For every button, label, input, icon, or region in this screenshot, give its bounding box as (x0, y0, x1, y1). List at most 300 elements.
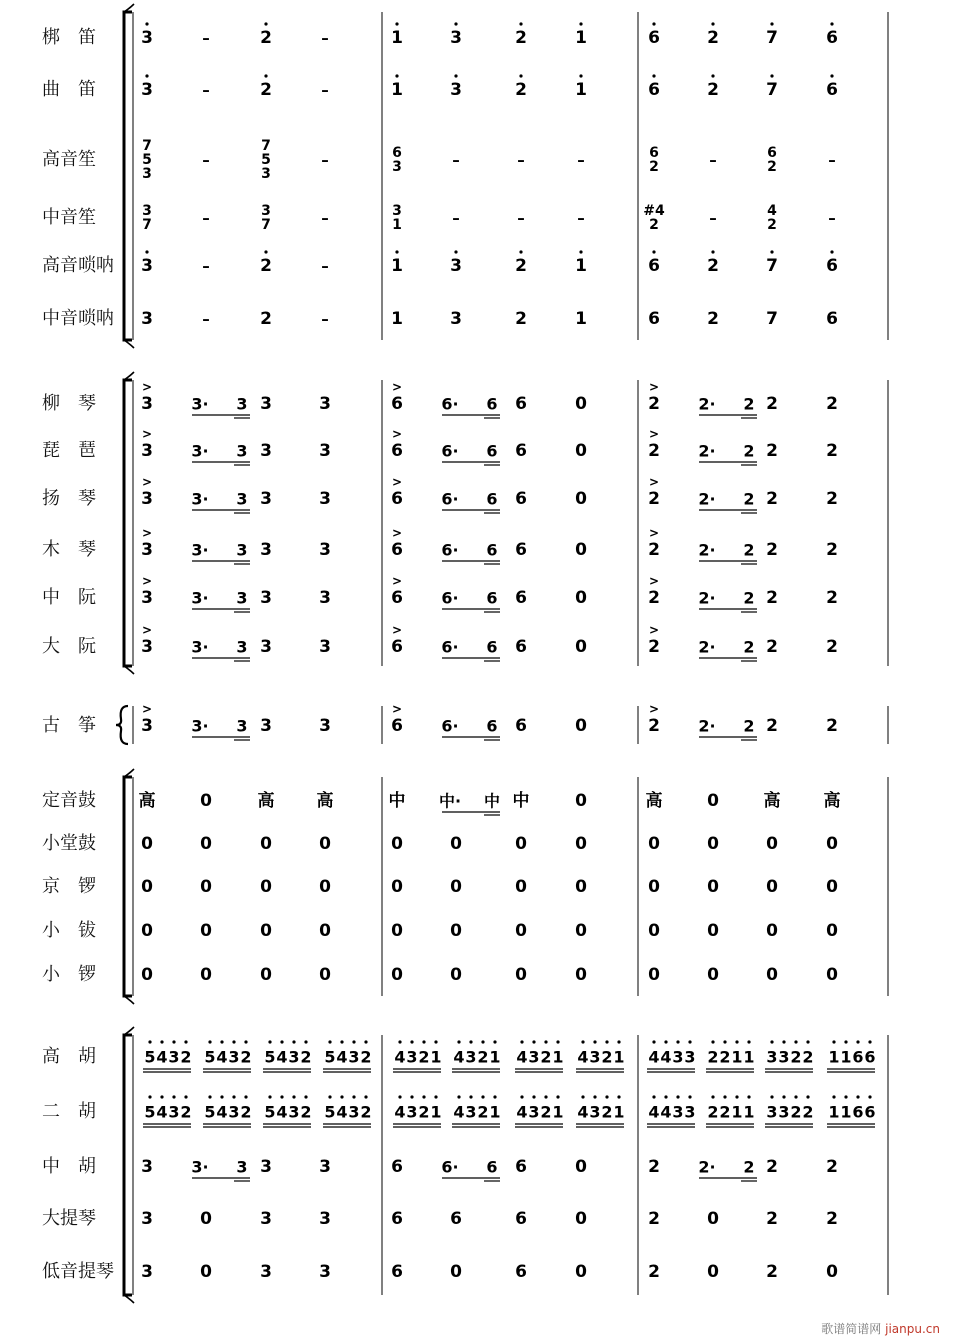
note: 1 (575, 256, 587, 276)
accent-mark: > (391, 475, 403, 489)
octave-dot (410, 1095, 413, 1098)
note: 3 (141, 28, 153, 48)
note: 3 (319, 1157, 331, 1177)
octave-dot (676, 1095, 679, 1098)
octave-dot (172, 1095, 175, 1098)
note: 0 (826, 1262, 838, 1282)
octave-dot (232, 1095, 235, 1098)
octave-dot (264, 74, 267, 77)
chord-note: 4 (767, 203, 777, 219)
note: 中 (388, 791, 406, 811)
note: 2 (515, 80, 527, 100)
sixteenth-note: 4 (156, 1047, 168, 1067)
note: 0 (260, 965, 272, 985)
note: 0 (575, 489, 587, 509)
octave-dot (770, 1040, 773, 1043)
note: 0 (707, 834, 719, 854)
note: 3 (260, 637, 272, 657)
accent-mark: > (648, 702, 660, 716)
note: 1 (575, 28, 587, 48)
note: 2 (648, 588, 660, 608)
sixteenth-note: 3 (288, 1102, 300, 1122)
dotted-note: 3· (191, 489, 209, 509)
sixteenth-note: 3 (236, 540, 248, 560)
sixteenth-note: 4 (660, 1047, 672, 1067)
note: 0 (575, 965, 587, 985)
note: 7 (766, 80, 778, 100)
sustain-dash: – (202, 310, 210, 328)
sixteenth-note: 3 (406, 1047, 418, 1067)
instrument-name-label: 定音鼓 (42, 790, 96, 811)
sustain-dash: – (321, 209, 329, 227)
octave-dot (581, 1095, 584, 1098)
sixteenth-note: 3 (348, 1047, 360, 1067)
sustain-dash: – (709, 209, 717, 227)
sixteenth-note: 3 (236, 489, 248, 509)
staff-row (141, 475, 838, 513)
octave-dot (208, 1040, 211, 1043)
accent-mark: > (391, 427, 403, 441)
accent-mark: > (141, 475, 153, 489)
sixteenth-note: 1 (430, 1047, 442, 1067)
dotted-note: 6· (441, 394, 459, 414)
note: 6 (515, 489, 527, 509)
note: 2 (260, 309, 272, 329)
note: 6 (648, 80, 660, 100)
octave-dot (735, 1040, 738, 1043)
staff-row (141, 427, 838, 465)
staff-row (143, 1040, 876, 1072)
accent-mark: > (391, 623, 403, 637)
octave-dot (832, 1095, 835, 1098)
note: 6 (391, 637, 403, 657)
instrument-name-label: 古 筝 (42, 715, 96, 736)
octave-dot (579, 250, 582, 253)
note: 0 (575, 1262, 587, 1282)
note: 6 (515, 394, 527, 414)
staff-row (141, 921, 838, 941)
octave-dot (652, 1040, 655, 1043)
octave-dot (268, 1040, 271, 1043)
accent-mark: > (391, 702, 403, 716)
chord-note: 6 (649, 145, 659, 161)
staff-row (142, 203, 836, 233)
chord-note: 3 (142, 203, 152, 219)
note: 0 (391, 921, 403, 941)
dotted-note: 2· (698, 716, 716, 736)
octave-dot (747, 1095, 750, 1098)
octave-dot (340, 1040, 343, 1043)
dotted-note: 2· (698, 1157, 716, 1177)
sixteenth-note: 3 (589, 1047, 601, 1067)
system-bracket (124, 12, 132, 340)
octave-dot (806, 1040, 809, 1043)
sustain-dash: – (517, 151, 525, 169)
sustain-dash: – (321, 310, 329, 328)
note: 3 (260, 394, 272, 414)
note: 6 (648, 28, 660, 48)
sixteenth-note: 3 (168, 1102, 180, 1122)
octave-dot (244, 1040, 247, 1043)
sixteenth-note: 5 (324, 1047, 336, 1067)
accent-mark: > (141, 427, 153, 441)
sixteenth-note: 3 (778, 1102, 790, 1122)
octave-dot (340, 1095, 343, 1098)
note: 0 (575, 637, 587, 657)
sixteenth-note: 2 (477, 1047, 489, 1067)
sixteenth-note: 2 (300, 1047, 312, 1067)
sixteenth-note: 6 (486, 637, 498, 657)
sixteenth-note: 2 (540, 1102, 552, 1122)
note: 6 (515, 588, 527, 608)
sixteenth-note: 1 (430, 1102, 442, 1122)
note: 1 (391, 28, 403, 48)
system-bracket (124, 380, 132, 666)
staff-row (141, 834, 838, 854)
staff-row (141, 574, 838, 612)
sixteenth-note: 2 (180, 1047, 192, 1067)
note: 0 (515, 834, 527, 854)
octave-dot (868, 1040, 871, 1043)
sixteenth-note: 1 (743, 1047, 755, 1067)
note: 3 (260, 441, 272, 461)
note: 3 (141, 80, 153, 100)
sixteenth-note: 2 (300, 1102, 312, 1122)
note: 3 (141, 588, 153, 608)
instrument-name-label: 梆 笛 (42, 27, 96, 48)
note: 3 (141, 256, 153, 276)
staff-row (141, 877, 838, 897)
octave-dot (605, 1040, 608, 1043)
octave-dot (264, 250, 267, 253)
note: 3 (260, 588, 272, 608)
note: 2 (766, 588, 778, 608)
octave-dot (532, 1095, 535, 1098)
octave-dot (364, 1095, 367, 1098)
note: 0 (141, 877, 153, 897)
note: 0 (648, 921, 660, 941)
sixteenth-note: 1 (552, 1047, 564, 1067)
instrument-name-label: 曲 笛 (42, 79, 96, 100)
octave-dot (395, 250, 398, 253)
note: 0 (575, 441, 587, 461)
octave-dot (844, 1040, 847, 1043)
octave-dot (652, 1095, 655, 1098)
octave-dot (352, 1040, 355, 1043)
dotted-note: 3· (191, 588, 209, 608)
octave-dot (711, 74, 714, 77)
sixteenth-note: 2 (601, 1102, 613, 1122)
accent-mark: > (391, 574, 403, 588)
watermark (821, 1320, 940, 1337)
note: 3 (319, 1262, 331, 1282)
sixteenth-note: 1 (552, 1102, 564, 1122)
chord-note: 7 (261, 217, 271, 233)
dotted-note: 3· (191, 716, 209, 736)
note: 0 (391, 965, 403, 985)
note: 2 (707, 309, 719, 329)
note: 7 (766, 309, 778, 329)
staff-group (116, 702, 888, 744)
note: 2 (766, 1209, 778, 1229)
accent-mark: > (391, 526, 403, 540)
octave-dot (770, 1095, 773, 1098)
note: 2 (648, 394, 660, 414)
note: 0 (575, 540, 587, 560)
sixteenth-note: 3 (528, 1102, 540, 1122)
note: 3 (319, 540, 331, 560)
octave-dot (830, 250, 833, 253)
sustain-dash: – (709, 151, 717, 169)
note: 0 (766, 921, 778, 941)
sixteenth-note: 3 (236, 1157, 248, 1177)
sixteenth-note: 3 (236, 716, 248, 736)
note: 3 (141, 441, 153, 461)
octave-dot (148, 1095, 151, 1098)
dotted-note: 2· (698, 441, 716, 461)
note: 0 (575, 834, 587, 854)
instrument-name-label: 二 胡 (42, 1101, 96, 1122)
octave-dot (556, 1040, 559, 1043)
octave-dot (688, 1095, 691, 1098)
octave-dot (481, 1040, 484, 1043)
note: 高 (645, 791, 663, 811)
note: 0 (141, 834, 153, 854)
octave-dot (519, 74, 522, 77)
octave-dot (280, 1040, 283, 1043)
instrument-name-label: 高音唢呐 (42, 255, 114, 276)
octave-dot (457, 1040, 460, 1043)
note: 0 (200, 965, 212, 985)
octave-dot (711, 1040, 714, 1043)
staff-row (139, 790, 841, 815)
sixteenth-note: 3 (168, 1047, 180, 1067)
note: 0 (575, 394, 587, 414)
octave-dot (544, 1040, 547, 1043)
sixteenth-note: 1 (743, 1102, 755, 1122)
note: 2 (515, 28, 527, 48)
sixteenth-note: 5 (264, 1047, 276, 1067)
sustain-dash: – (828, 151, 836, 169)
note: 6 (826, 80, 838, 100)
sustain-dash: – (452, 209, 460, 227)
octave-dot (794, 1095, 797, 1098)
sixteenth-note: 2 (540, 1047, 552, 1067)
note: 2 (826, 489, 838, 509)
octave-dot (723, 1040, 726, 1043)
dotted-note: 3· (191, 394, 209, 414)
note: 3 (319, 588, 331, 608)
note: 0 (141, 921, 153, 941)
chord-note: 3 (392, 159, 402, 175)
note: 0 (200, 1209, 212, 1229)
staff-row (143, 1095, 876, 1127)
octave-dot (617, 1095, 620, 1098)
note: 6 (826, 309, 838, 329)
instrument-name-label: 柳 琴 (42, 393, 96, 414)
sixteenth-note: 4 (276, 1047, 288, 1067)
sixteenth-note: 4 (453, 1102, 465, 1122)
note: 2 (826, 394, 838, 414)
sixteenth-note: 1 (489, 1047, 501, 1067)
octave-dot (556, 1095, 559, 1098)
staff-row (141, 702, 838, 740)
note: 6 (391, 441, 403, 461)
staff-group (124, 769, 888, 1004)
note: 6 (391, 394, 403, 414)
chord-note: 3 (142, 166, 152, 182)
note: 1 (391, 80, 403, 100)
instrument-name-label: 小 钹 (42, 920, 96, 941)
sustain-dash: – (517, 209, 525, 227)
note: 6 (648, 256, 660, 276)
note: 6 (515, 540, 527, 560)
accent-mark: > (141, 380, 153, 394)
note: 0 (575, 588, 587, 608)
chord-note: 3 (261, 203, 271, 219)
note: 2 (707, 80, 719, 100)
note: 0 (200, 834, 212, 854)
note: 0 (450, 877, 462, 897)
note: 2 (515, 256, 527, 276)
sixteenth-note: 2 (360, 1047, 372, 1067)
note: 0 (707, 965, 719, 985)
note: 0 (707, 1262, 719, 1282)
chord-note: 2 (649, 217, 659, 233)
note: 0 (648, 877, 660, 897)
sixteenth-note: 6 (852, 1102, 864, 1122)
sixteenth-note: 6 (486, 540, 498, 560)
octave-dot (160, 1095, 163, 1098)
dotted-note: 6· (441, 1157, 459, 1177)
octave-dot (422, 1095, 425, 1098)
note: 3 (450, 256, 462, 276)
octave-dot (398, 1040, 401, 1043)
octave-dot (395, 22, 398, 25)
sixteenth-note: 5 (204, 1102, 216, 1122)
system-bracket (124, 1035, 132, 1295)
note: 2 (766, 540, 778, 560)
sixteenth-note: 6 (486, 489, 498, 509)
chord-note: 3 (261, 166, 271, 182)
octave-dot (328, 1040, 331, 1043)
dotted-note: 6· (441, 540, 459, 560)
staff-group (124, 4, 888, 348)
octave-dot (856, 1040, 859, 1043)
note: 0 (648, 834, 660, 854)
sixteenth-note: 3 (228, 1047, 240, 1067)
sixteenth-note: 3 (406, 1102, 418, 1122)
octave-dot (544, 1095, 547, 1098)
note: 3 (319, 1209, 331, 1229)
sixteenth-note: 4 (516, 1102, 528, 1122)
octave-dot (184, 1095, 187, 1098)
note: 6 (515, 716, 527, 736)
sixteenth-note: 4 (648, 1047, 660, 1067)
octave-dot (688, 1040, 691, 1043)
octave-dot (364, 1040, 367, 1043)
octave-dot (434, 1095, 437, 1098)
note: 3 (260, 716, 272, 736)
octave-dot (664, 1040, 667, 1043)
octave-dot (830, 74, 833, 77)
staff-row (141, 1157, 838, 1181)
staff-row (142, 138, 836, 182)
sixteenth-note: 中 (483, 791, 501, 811)
note: 0 (391, 834, 403, 854)
octave-dot (220, 1095, 223, 1098)
sixteenth-note: 2 (418, 1047, 430, 1067)
octave-dot (208, 1095, 211, 1098)
instrument-name-label: 小堂鼓 (42, 833, 96, 854)
sixteenth-note: 1 (828, 1047, 840, 1067)
staff-row (141, 380, 838, 418)
note: 0 (319, 965, 331, 985)
sixteenth-note: 2 (707, 1047, 719, 1067)
note: 高 (257, 791, 275, 811)
sixteenth-note: 4 (156, 1102, 168, 1122)
sustain-dash: – (202, 151, 210, 169)
chord-note: 7 (142, 217, 152, 233)
note: 2 (766, 489, 778, 509)
octave-dot (711, 22, 714, 25)
accent-mark: > (141, 702, 153, 716)
sixteenth-note: 3 (778, 1047, 790, 1067)
note: 3 (450, 309, 462, 329)
instrument-name-label: 高音笙 (42, 149, 96, 170)
sixteenth-note: 5 (144, 1047, 156, 1067)
note: 0 (826, 877, 838, 897)
sixteenth-note: 1 (840, 1102, 852, 1122)
sustain-dash: – (202, 257, 210, 275)
sixteenth-note: 1 (828, 1102, 840, 1122)
sixteenth-note: 4 (660, 1102, 672, 1122)
sixteenth-note: 6 (864, 1047, 876, 1067)
sixteenth-note: 3 (684, 1102, 696, 1122)
octave-dot (593, 1040, 596, 1043)
sixteenth-note: 2 (802, 1102, 814, 1122)
note: 高 (763, 791, 781, 811)
sixteenth-note: 2 (240, 1047, 252, 1067)
sixteenth-note: 2 (601, 1047, 613, 1067)
chord-note: 3 (392, 203, 402, 219)
note: 6 (391, 540, 403, 560)
sixteenth-note: 4 (648, 1102, 660, 1122)
instrument-name-label: 中 阮 (42, 587, 96, 608)
octave-dot (454, 22, 457, 25)
note: 2 (766, 637, 778, 657)
dotted-note: 6· (441, 489, 459, 509)
note: 0 (766, 877, 778, 897)
octave-dot (454, 74, 457, 77)
octave-dot (832, 1040, 835, 1043)
sixteenth-note: 4 (336, 1047, 348, 1067)
sixteenth-note: 3 (236, 394, 248, 414)
note: 3 (141, 540, 153, 560)
octave-dot (268, 1095, 271, 1098)
watermark-site: jianpu.cn (885, 1322, 940, 1336)
note: 3 (141, 394, 153, 414)
octave-dot (292, 1095, 295, 1098)
sixteenth-note: 5 (144, 1102, 156, 1122)
octave-dot (457, 1095, 460, 1098)
octave-dot (735, 1095, 738, 1098)
octave-dot (172, 1040, 175, 1043)
staff-group (124, 1027, 888, 1303)
sustain-dash: – (321, 257, 329, 275)
octave-dot (830, 22, 833, 25)
sixteenth-note: 2 (802, 1047, 814, 1067)
